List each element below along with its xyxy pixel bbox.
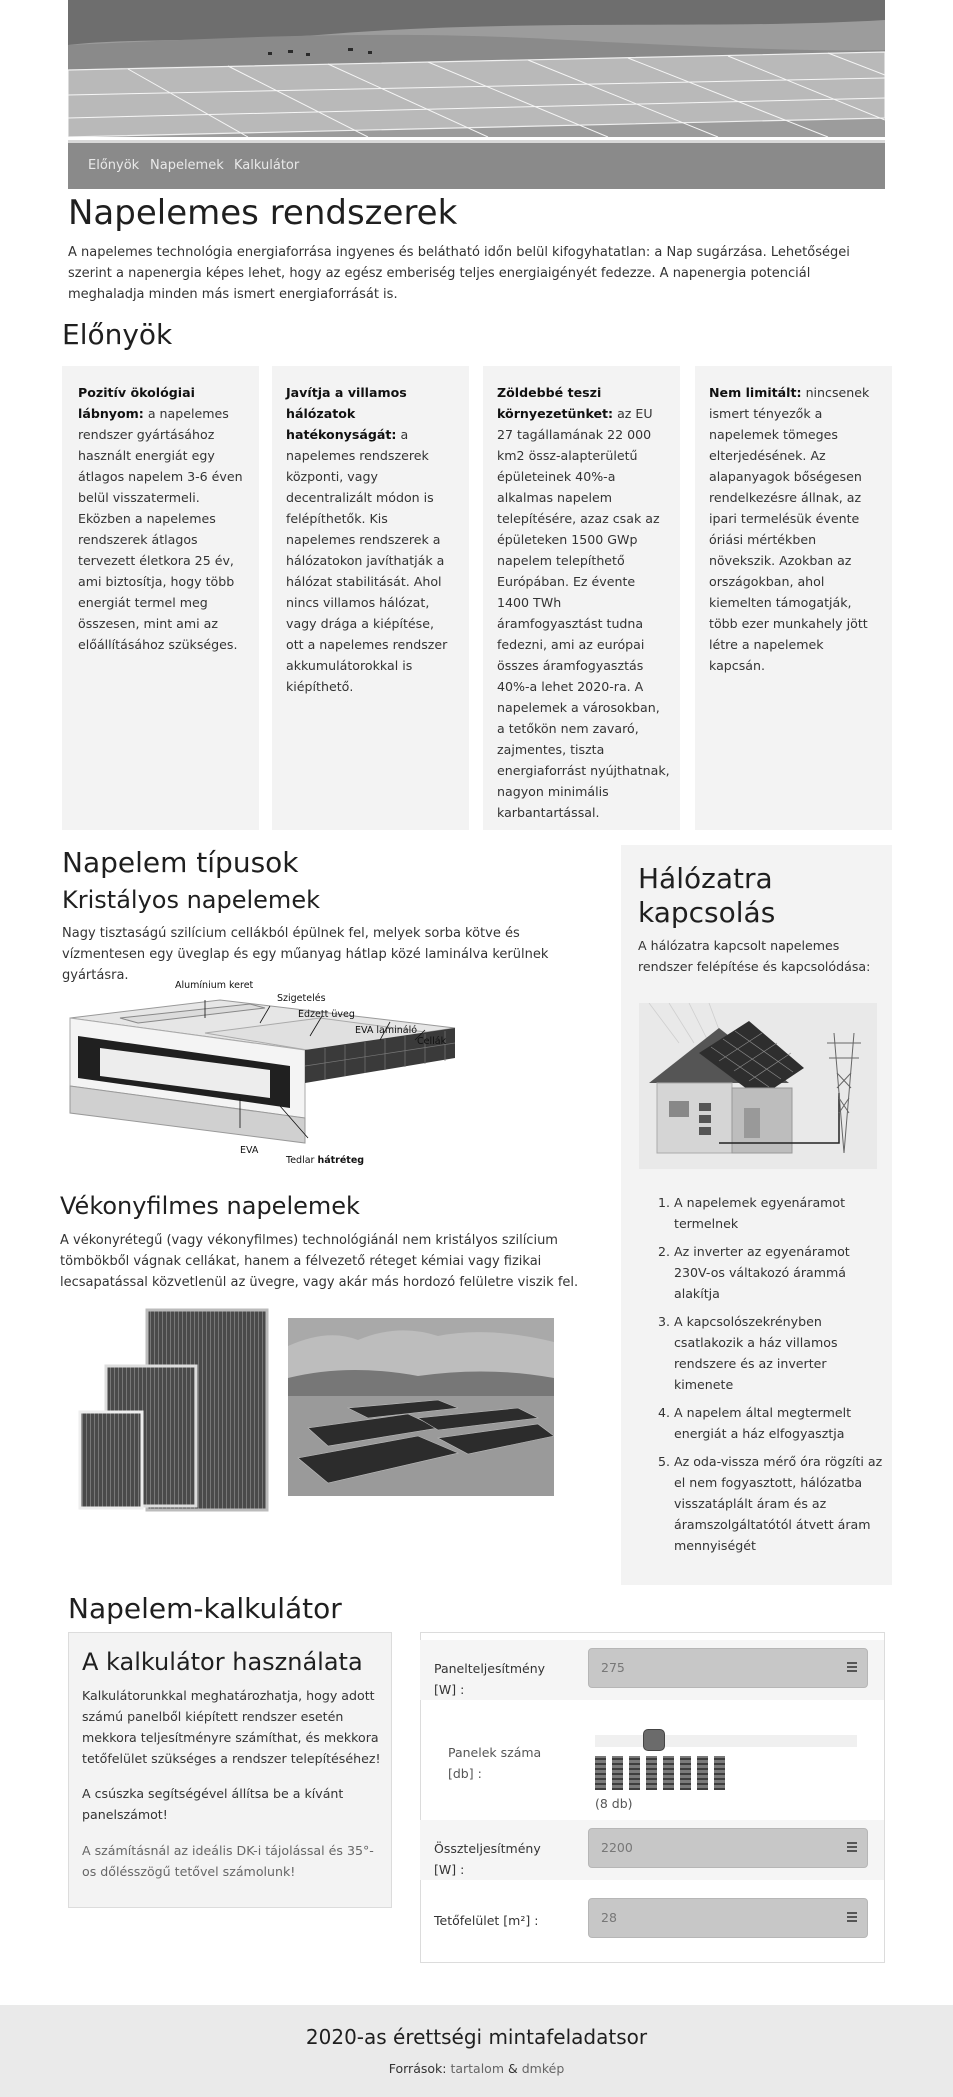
intro-text: A napelemes technológia energiaforrása ingyenes és belátható időn belül kifogyhatatlan: a Nap sugárzása. Lehetőségei szerint a napenergia képes lehet, hogy az egész emberiség teljes energiaigényét fedezze. A napenergia potenciál meghaladja minden más ismert energiaforrását is.: [68, 245, 850, 302]
advantage-card-1: [62, 366, 259, 830]
diagram-label-cellak: Cellák: [417, 1036, 447, 1047]
footer-sources: Források: tartalom & dmkép: [388, 2061, 565, 2076]
advantage-card-1-text: a napelemes rendszer gyártásához használt energiát egy átlagos napelem 3-6 éven belül visszatermeli. Eközben a napelemes rendszerek átlagos tervezett életkora 25 év, ami biztosítja, hogy több energiát termel meg összesen, mint ami az előállításához szükséges.: [78, 406, 243, 652]
spinner-icon[interactable]: [847, 1912, 857, 1924]
panel-power-row: [420, 1640, 884, 1700]
grid-house-diagram: [639, 1003, 877, 1169]
advantage-card-4-heading: Nem limitált:: [709, 385, 802, 400]
usage-title: A kalkulátor használata: [82, 1648, 363, 1676]
grid-steps-list: [640, 1192, 884, 1563]
slider-thumb[interactable]: [643, 1729, 665, 1751]
mini-panel-icon: [646, 1756, 657, 1790]
grid-step-1: 1. A napelemek egyenáramot termelnek: [674, 1192, 884, 1234]
crystal-title: Kristályos napelemek: [62, 886, 320, 914]
thin-title: Vékonyfilmes napelemek: [60, 1192, 360, 1220]
solar-farm-photo: [288, 1318, 554, 1496]
diagram-label-eva: EVA: [240, 1145, 259, 1156]
crystal-panel-diagram: [60, 978, 460, 1170]
mini-panel-icon: [714, 1756, 725, 1790]
grid-step-4: 4. A napelem által megtermelt energiát a ház elfogyasztja: [674, 1402, 884, 1444]
panel-count-slider[interactable]: [595, 1735, 857, 1747]
panel-count-row: [420, 1718, 884, 1818]
crystal-text: Nagy tisztaságú szilícium cellákból épülnek fel, melyek sorba kötve és vízmentesen egy üveglap és egy műanyag hátlap közé laminálva kerülnek gyártásra.: [62, 926, 549, 983]
advantage-card-3-text: az EU 27 tagállamának 22 000 km2 össz-alapterületű épületeinek 40%-a alkalmas napelem telepítésére, azaz csak az épületeken 1500 GWp napelem telepíthető Európában. Ez évente 1400 TWh áramfogyasztást tudna fedezni, ami az európai összes áramfogyasztás 40%-a lehet 2020-ra. A napelemek a városokban, a tetőkön nem zavaró, zajmentes, tiszta energiaforrást nyújthatnak, nagyon minimális karbantartással.: [497, 406, 670, 820]
roof-area-input[interactable]: 28: [588, 1898, 868, 1938]
roof-area-label: Tetőfelület [m²] :: [434, 1913, 539, 1928]
total-power-input[interactable]: 2200: [588, 1828, 868, 1868]
footer-title: 2020-as érettségi mintafeladatsor: [305, 2025, 648, 2049]
nav-item-kalkulator[interactable]: Kalkulátor: [234, 158, 300, 173]
advantage-card-2: [272, 366, 469, 830]
advantage-card-2-text: a napelemes rendszerek központi, vagy decentralizált módon is felépíthetők. Kis napelemes rendszerek a hálózatokon javíthatják a hálózat stabilitását. Ahol nincs villamos hálózat, vagy drága a kiépítése, ott a napelemes rendszer akkumulátorokkal is kiépíthető.: [286, 427, 448, 694]
mini-panel-icon: [697, 1756, 708, 1790]
grid-title-line1: Hálózatra: [638, 862, 773, 895]
usage-paragraph-2: A csúszka segítségével állítsa be a kívánt panelszámot!: [82, 1786, 344, 1822]
roof-area-row: [420, 1890, 884, 1950]
mini-panel-icon: [612, 1756, 623, 1790]
usage-paragraph-1: Kalkulátorunkkal meghatározhatja, hogy adott számú panelből kiépített rendszer esetén mekkora teljesítményre számíthat, és mekkora tetőfelület szükséges a rendszer telepítéséhez!: [82, 1688, 381, 1766]
advantage-card-4-text: nincsenek ismert tényezők a napelemek tömeges elterjedésének. Az alapanyagok bőségesen rendelkezésre állnak, az ipari termelésük évente óriási mértékben növekszik. Azokban az országokban, ahol kiemelten támogatják, több ezer munkahely jött létre a napelemek kapcsán.: [709, 385, 870, 673]
advantage-card-2-heading: Javítja a villamos hálózatok hatékonyságát:: [286, 385, 407, 442]
mini-panel-icon: [595, 1756, 606, 1790]
footer-link-image[interactable]: dmkép: [521, 2061, 565, 2076]
total-power-row: [420, 1820, 884, 1880]
panel-count-label: Panelek száma [db] :: [448, 1745, 542, 1781]
panel-count-value: (8 db): [595, 1796, 633, 1811]
total-power-label: Összteljesítmény [W] :: [434, 1841, 541, 1877]
advantage-card-3: [483, 366, 680, 830]
diagram-label-tedlar: Tedlar hátréteg: [286, 1155, 365, 1166]
spinner-icon[interactable]: [847, 1842, 857, 1854]
grid-intro: A hálózatra kapcsolt napelemes rendszer felépítése és kapcsolódása:: [638, 938, 871, 974]
mini-panel-icon: [680, 1756, 691, 1790]
panel-power-input[interactable]: 275: [588, 1648, 868, 1688]
calculator-title: Napelem-kalkulátor: [68, 1592, 342, 1625]
panel-power-label: Panelteljesítmény [W] :: [434, 1661, 546, 1697]
main-nav: [68, 140, 885, 189]
mini-panel-icon: [629, 1756, 640, 1790]
hero-image: [68, 0, 885, 137]
diagram-label-edzett-uveg: Edzett üveg: [298, 1009, 355, 1020]
nav-item-elonyok[interactable]: Előnyök: [88, 158, 140, 173]
grid-step-2: 2. Az inverter az egyenáramot 230V-os váltakozó árammá alakítja: [674, 1241, 884, 1304]
usage-paragraph-3: A számításnál az ideális DK-i tájolással és 35°-os dőlésszögű tetővel számolunk!: [82, 1843, 374, 1879]
panel-icons-row: [595, 1756, 795, 1790]
thin-text: A vékonyrétegű (vagy vékonyfilmes) technológiánál nem kristályos szilícium tömbökből vágnak cellákat, hanem a félvezető réteget kémiai vagy fizikai lecsapatással közvetlenül az üvegre, vagy akár más hordozó felületre viszik fel.: [60, 1233, 579, 1290]
footer: [0, 2005, 953, 2097]
mini-panel-icon: [663, 1756, 674, 1790]
spinner-icon[interactable]: [847, 1662, 857, 1674]
diagram-label-szigeteles: Szigetelés: [277, 993, 326, 1004]
grid-title-line2: kapcsolás: [638, 896, 776, 929]
grid-step-5: 5. Az oda-vissza mérő óra rögzíti az el nem fogyasztott, hálózatba visszatáplált áram és az áramszolgáltatótól átvett áram mennyiségét: [674, 1451, 884, 1556]
diagram-label-eva-laminalo: EVA lamináló: [355, 1025, 418, 1036]
nav-item-napelemek[interactable]: Napelemek: [150, 158, 224, 173]
page-title: Napelemes rendszerek: [68, 193, 458, 233]
advantage-card-1-heading: Pozitív ökológiai lábnyom:: [78, 385, 195, 421]
footer-link-content[interactable]: tartalom: [450, 2061, 505, 2076]
advantages-title: Előnyök: [62, 318, 173, 351]
grid-step-3: 3. A kapcsolószekrényben csatlakozik a ház villamos rendszere és az inverter kimenete: [674, 1311, 884, 1395]
diagram-label-aluminium: Alumínium keret: [175, 980, 254, 991]
thin-film-panels-image: [70, 1306, 270, 1512]
advantage-card-3-heading: Zöldebbé teszi környezetünket:: [497, 385, 614, 421]
types-title: Napelem típusok: [62, 846, 299, 879]
advantage-card-4: [695, 366, 892, 830]
